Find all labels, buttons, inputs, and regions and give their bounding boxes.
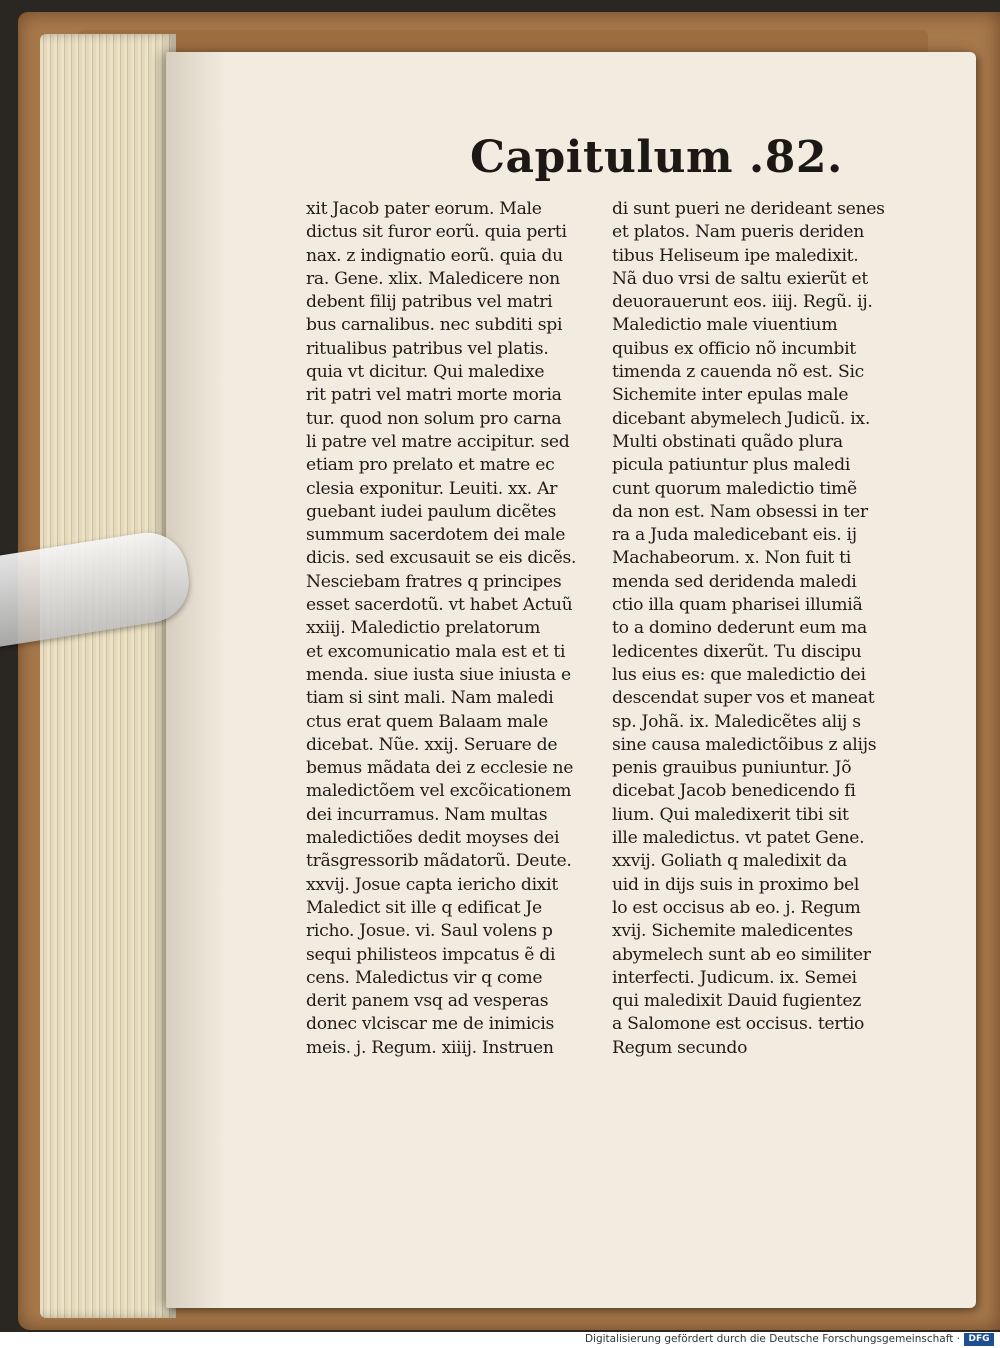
dfg-logo: DFG	[964, 1333, 994, 1346]
text-line: xit Jacob pater eorum. Male	[306, 199, 542, 219]
text-line: picula patiuntur plus maledi	[612, 455, 851, 476]
text-line: meis. j. Regum. xiiij. Instruen	[306, 1037, 554, 1058]
text-line: xvij. Sichemite maledicentes	[612, 921, 853, 942]
text-line: Nesciebam fratres q principes	[306, 571, 562, 592]
text-line: maledictõem vel excõicationem	[306, 781, 572, 802]
text-line: bus carnalibus. nec subditi spi	[306, 315, 563, 336]
text-line: Multi obstinati quãdo plura	[612, 431, 843, 452]
text-line: et excomunicatio mala est et ti	[306, 641, 566, 662]
text-line: menda sed deridenda maledi	[612, 571, 857, 592]
text-line: da non est. Nam obsessi in ter	[612, 501, 868, 522]
text-line: ritualibus patribus vel platis.	[306, 338, 549, 359]
text-line: richo. Josue. vi. Saul volens p	[306, 921, 553, 942]
text-line: maledictiões dedit moyses dei	[306, 828, 560, 849]
text-line: Sichemite inter epulas male	[612, 385, 849, 406]
text-line: descendat super vos et maneat	[612, 688, 875, 709]
text-line: cens. Maledictus vir q come	[306, 967, 543, 988]
text-line: summum sacerdotem dei male	[306, 525, 566, 546]
text-line: xxvij. Goliath q maledixit da	[612, 851, 847, 872]
text-line: interfecti. Judicum. ix. Semei	[612, 967, 857, 988]
text-line: ctus erat quem Balaam male	[306, 711, 548, 732]
text-line: bemus mãdata dei z ecclesie ne	[306, 758, 574, 779]
text-line: a Salomone est occisus. tertio	[612, 1014, 865, 1035]
text-line: etiam pro prelato et matre ec	[306, 455, 555, 476]
text-line: ledicentes dixerũt. Tu discipu	[612, 641, 862, 662]
text-line: esset sacerdotũ. vt habet Actuũ	[306, 595, 573, 616]
text-line: et platos. Nam pueris deriden	[612, 222, 865, 243]
text-line: to a domino dederunt eum ma	[612, 618, 867, 639]
chapter-heading: Capitulum .82.	[470, 132, 843, 183]
text-line: penis grauibus puniuntur. Jõ	[612, 758, 852, 779]
text-line: derit panem vsq ad vesperas	[306, 991, 549, 1012]
text-line: debent filij patribus vel matri	[306, 292, 553, 313]
text-line: trãsgressorib mãdatorũ. Deute.	[306, 851, 572, 872]
text-line: dicebat. Nũe. xxij. Seruare de	[306, 734, 558, 755]
text-line: dicebant abymelech Judicũ. ix.	[612, 408, 870, 429]
text-line: dicis. sed excusauit se eis dicẽs.	[306, 548, 577, 569]
text-line: Regum secundo	[612, 1037, 748, 1058]
text-line: li patre vel matre accipitur. sed	[306, 431, 570, 452]
text-line: dictus sit furor eorũ. quia perti	[306, 222, 567, 243]
text-line: quibus ex officio nõ incumbit	[612, 338, 856, 359]
page-edges	[40, 34, 176, 1318]
text-line: tibus Heliseum ipe maledixit.	[612, 245, 859, 266]
text-line: Maledict sit ille q edificat Je	[306, 897, 542, 918]
text-line: Machabeorum. x. Non fuit ti	[612, 548, 851, 569]
text-line: tiam si sint mali. Nam maledi	[306, 688, 554, 709]
text-line: guebant iudei paulum dicẽtes	[306, 501, 557, 522]
text-line: nax. z indignatio eorũ. quia du	[306, 245, 563, 266]
text-line: sequi philisteos impcatus ẽ di	[306, 944, 556, 965]
gutter-shadow	[166, 52, 226, 1308]
text-line: rit patri vel matri morte moria	[306, 385, 562, 406]
text-line: xxvij. Josue capta iericho dixit	[306, 874, 558, 895]
text-line: di sunt pueri ne derideant senes	[612, 199, 885, 219]
funding-credit: Digitalisierung gefördert durch die Deutsche Forschungsgemeinschaft ·	[584, 1333, 960, 1345]
right-text-column	[612, 198, 902, 1060]
text-line: Nã duo vrsi de saltu exierũt et	[612, 268, 868, 289]
text-line: lo est occisus ab eo. j. Regum	[612, 897, 861, 918]
text-line: donec vlciscar me de inimicis	[306, 1014, 555, 1035]
footer-bar	[0, 1332, 1000, 1348]
text-line: menda. siue iusta siue iniusta e	[306, 664, 571, 685]
left-text-column	[306, 198, 596, 1060]
text-line: dei incurramus. Nam multas	[306, 804, 548, 825]
text-line: Maledictio male viuentium	[612, 315, 838, 336]
text-line: sine causa maledictõibus z alijs	[612, 734, 877, 755]
text-line: qui maledixit Dauid fugientez	[612, 991, 861, 1012]
text-line: tur. quod non solum pro carna	[306, 408, 562, 429]
text-line: lus eius es: que maledictio dei	[612, 664, 866, 685]
text-line: ille maledictus. vt patet Gene.	[612, 828, 865, 849]
text-line: timenda z cauenda nõ est. Sic	[612, 362, 864, 383]
text-line: uid in dijs suis in proximo bel	[612, 874, 860, 895]
text-line: xxiij. Maledictio prelatorum	[306, 618, 541, 639]
text-line: lium. Qui maledixerit tibi sit	[612, 804, 849, 825]
book-page	[166, 52, 976, 1308]
text-line: cunt quorum maledictio timẽ	[612, 478, 857, 499]
text-line: sp. Johã. ix. Maledicẽtes alij s	[612, 711, 861, 732]
text-line: ra. Gene. xlix. Maledicere non	[306, 268, 560, 289]
text-line: dicebat Jacob benedicendo fi	[612, 781, 856, 802]
text-line: ctio illa quam pharisei illumiã	[612, 595, 863, 616]
text-line: ra a Juda maledicebant eis. ij	[612, 525, 857, 546]
text-line: deuorauerunt eos. iiij. Regũ. ij.	[612, 292, 873, 313]
text-line: clesia exponitur. Leuiti. xx. Ar	[306, 478, 558, 499]
text-line: abymelech sunt ab eo similiter	[612, 944, 871, 965]
text-line: quia vt dicitur. Qui maledixe	[306, 362, 545, 383]
